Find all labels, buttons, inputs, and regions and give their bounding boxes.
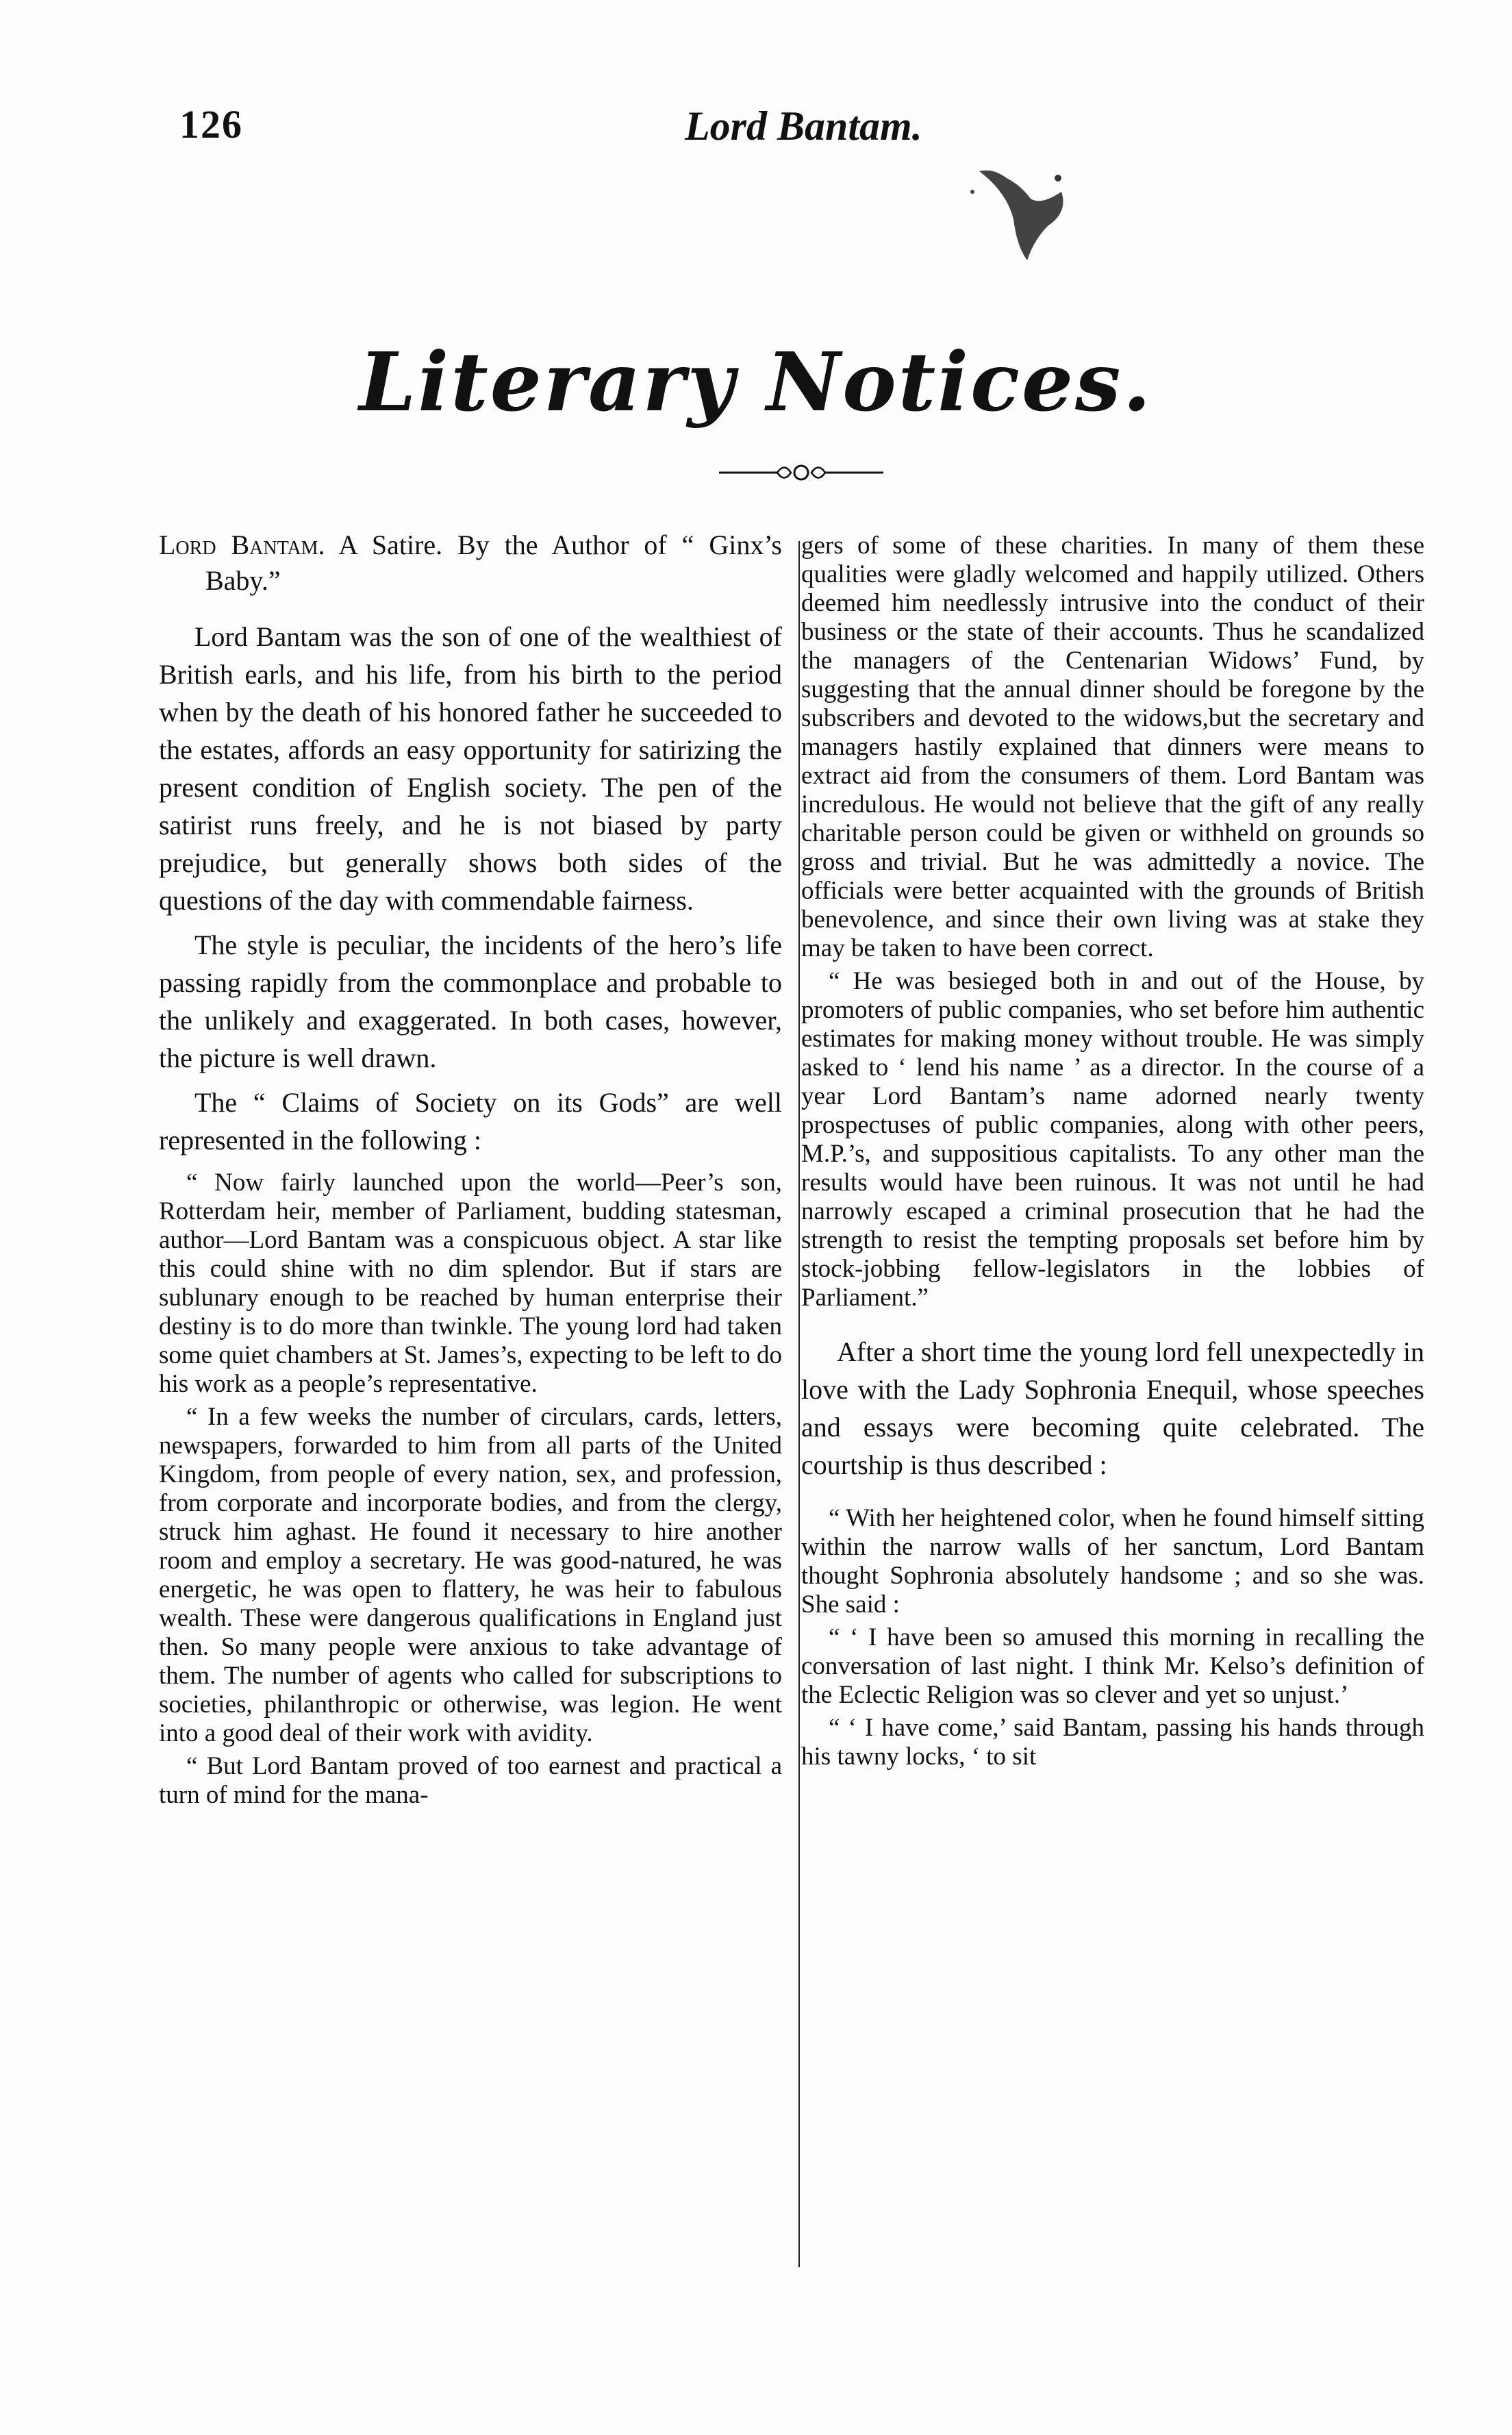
body-paragraph: The style is peculiar, the incidents of the hero’s life passing rapidly from the commonplace and probable to the unlikely and exaggerated. In both cases, however, the picture is well drawn. [159,929,782,1073]
right-column [801,527,1424,1771]
page-number: 126 [179,102,243,147]
quoted-paragraph: gers of some of these charities. In many of them these qualities were gladly welcomed and happily utilized. Others deemed him needlessly intrusive into the conduct of their business or the state of their accounts. Thus he scandalized the managers of the Centenarian Widows’ Fund, by suggesting that the annual dinner should be foregone by the subscribers and devoted to the widows,but the secretary and managers hastily explained that dinners were means to extract aid from the consumers of them. Lord Bantam was incredulous. He would not believe that the gift of any really charitable person could be given or withheld on grounds so gross and trivial. But he was admittedly a novice. The officials were better acquainted with the grounds of British benevolence, and since their own living was at stake they may be taken to have been correct. [801,532,1424,962]
quoted-paragraph: “ Now fairly launched upon the world—Peer’s son, Rotterdam heir, member of Parliament, budding statesman, author—Lord Bantam was a conspicuous object. A star like this could shine with no dim splendor. But if stars are sublunary enough to be reached by human enterprise their destiny is to do more than twinkle. The young lord had taken some quiet chambers at St. James’s, expecting to be left to do his work as a people’s representative. [159,1169,782,1398]
quoted-paragraph: “ He was besieged both in and out of the House, by promoters of public companies, who set before him authentic estimates for making money without trouble. He was simply asked to ‘ lend his name ’ as a director. In the course of a year Lord Bantam’s name adorned nearly twenty prospectuses of public companies, along with other peers, M.P.’s, and suppositious capitalists. To any other man the results would have been ruinous. It was not until he had narrowly escaped a criminal prosecution that he had the strength to resist the tempting proposals set before him by stock-jobbing fellow-legislators in the lobbies of Parliament.” [801,967,1424,1312]
column-divider [798,541,800,2267]
quoted-paragraph: “ In a few weeks the number of circulars, cards, letters, newspapers, forwarded to him from all parts of the United Kingdom, from people of every nation, sex, and profession, from corporate and incorporate bodies, and from the clergy, struck him aghast. He found it necessary to hire another room and employ a secretary. He was good-natured, he was energetic, he was open to flattery, he was heir to fabulous wealth. These were dangerous qualifications in England just then. So many people were anxious to take advantage of them. The number of agents who called for subscriptions to societies, philanthropic or otherwise, was legion. He went into a good deal of their work with avidity. [159,1403,782,1747]
quoted-paragraph: “ ‘ I have been so amused this morning in recalling the conversation of last night. I think Mr. Kelso’s definition of the Eclectic Religion was so clever and yet so unjust.’ [801,1623,1424,1709]
quoted-paragraph: “ With her heightened color, when he found himself sitting within the narrow walls of her sanctum, Lord Bantam thought Sophronia absolutely handsome ; and so she was. She said : [801,1504,1424,1619]
ornament-divider [712,459,890,486]
left-column [159,527,782,1810]
review-book-title: Lord Bantam. [159,529,325,560]
body-paragraph: Lord Bantam was the son of one of the wealthiest of British earls, and his life, from his birth to the period when by the death of his honored father he succeeded to the estates, affords an easy opportunity for satirizing the present condition of English society. The pen of the satirist runs freely, and he is not biased by party prejudice, but generally shows both sides of the questions of the day with commendable fairness. [159,621,782,916]
quoted-paragraph: “ But Lord Bantam proved of too earnest and practical a turn of mind for the mana- [159,1752,782,1809]
review-byline: A Satire. By the Author of “ Ginx’s Baby.” [205,529,782,596]
running-title: Lord Bantam. [685,103,922,149]
ink-blot-stain [966,164,1075,267]
section-heading: Literary Notices. [359,334,1153,429]
review-heading [159,527,782,599]
body-paragraph: The “ Claims of Society on its Gods” are well represented in the following : [159,1087,782,1156]
quoted-paragraph: “ ‘ I have come,’ said Bantam, passing his hands through his tawny locks, ‘ to sit [801,1714,1424,1771]
body-paragraph: After a short time the young lord fell unexpectedly in love with the Lady Sophronia Enequil, whose speeches and essays were becoming quite celebrated. The courtship is thus described : [801,1336,1424,1480]
